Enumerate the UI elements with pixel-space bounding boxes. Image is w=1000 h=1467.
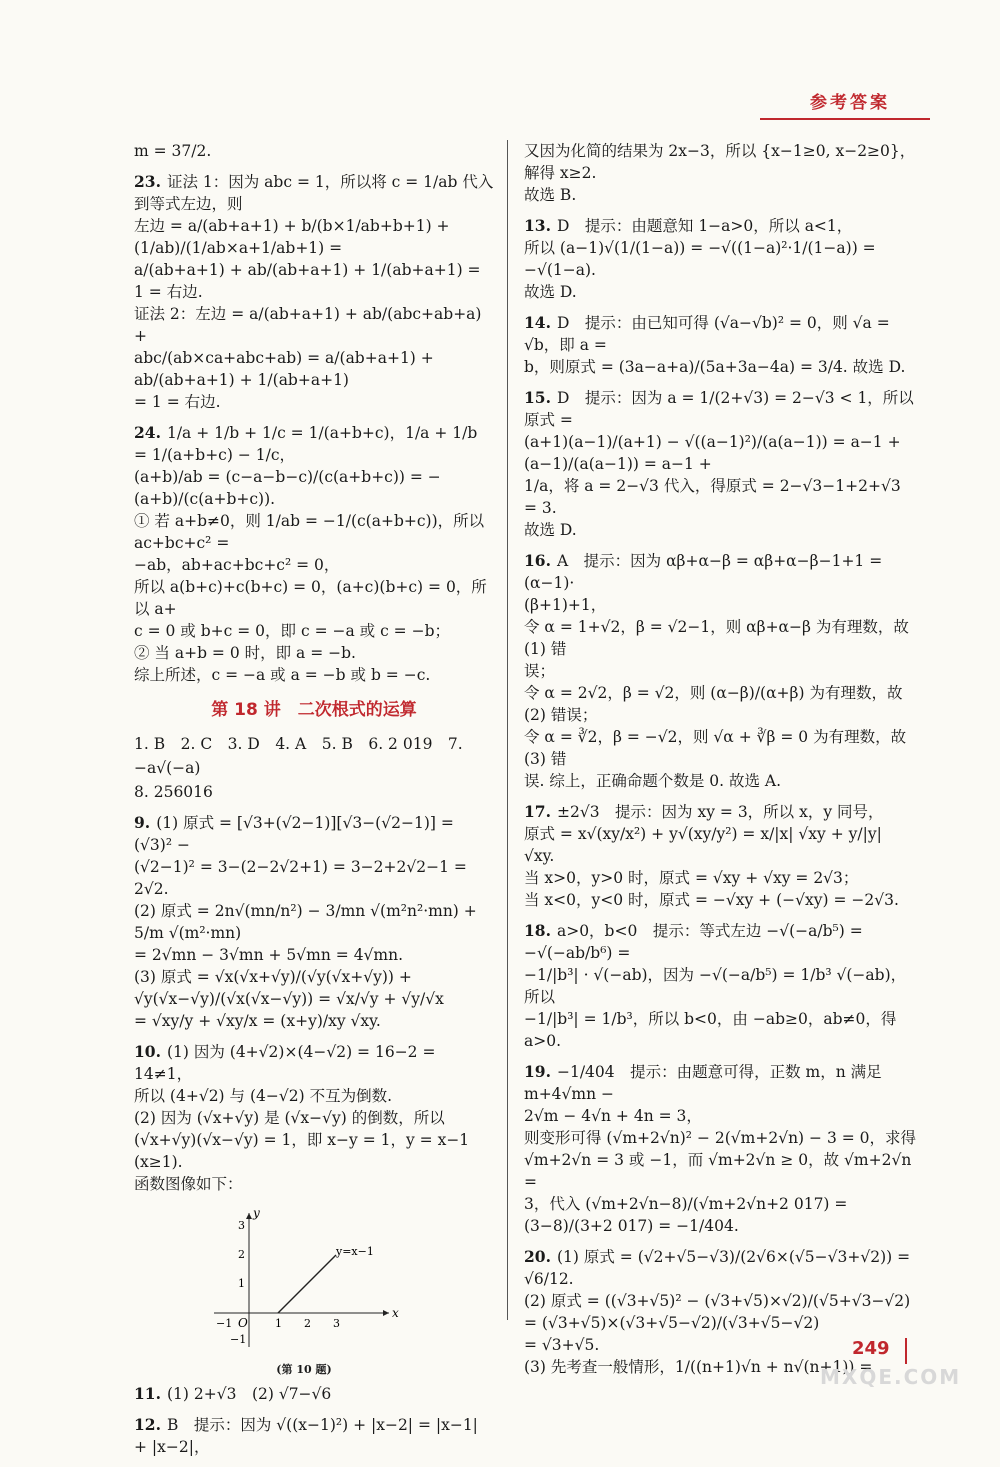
answer-line: ① 若 a+b≠0，则 1/ab = −1/(c(a+b+c))，所以 ac+bc+c² = xyxy=(134,512,485,552)
answer-line: (1) 2+√3 (2) √7−√6 xyxy=(166,1385,332,1403)
line-label: y=x−1 xyxy=(336,1245,374,1258)
tick-y-1: 1 xyxy=(238,1277,245,1290)
answer-line: 所以 a(b+c)+c(b+c) = 0，(a+c)(b+c) = 0，所以 a+ xyxy=(134,578,487,618)
answer-number: 9. xyxy=(134,813,151,832)
answer-item xyxy=(524,140,916,206)
answer-line: = 2√mn − 3√mn + 5√mn = 4√mn. xyxy=(134,946,404,964)
answer-line: D 提示：由题意知 1−a>0，所以 a<1， xyxy=(556,217,853,235)
answer-number: 13. xyxy=(524,216,551,235)
page-header-title: 参考答案 xyxy=(810,93,890,113)
answer-line: 又因为化简的结果为 2x−3，所以 {x−1≥0, x−2≥0}，解得 x≥2. xyxy=(524,142,916,182)
answer-line: (a+1)(a−1)/(a+1) − √((a−1)²)/(a(a−1)) = a−1 + (a−1)/(a(a−1)) = a−1 + xyxy=(524,433,901,473)
answer-line: 所以 (a−1)√(1/(1−a)) = −√((1−a)²·1/(1−a)) = −√(1−a). xyxy=(524,239,876,279)
answer-line: (1) 因为 (4+√2)×(4−√2) = 16−2 = 14≠1， xyxy=(134,1043,436,1083)
answer-line: 证法 2：左边 = a/(ab+a+1) + ab/(abc+ab+a) + xyxy=(134,305,482,345)
answer-item xyxy=(134,1414,494,1458)
answer-line: √m+2√n = 3 或 −1，而 √m+2√n ≥ 0，故 √m+2√n = xyxy=(524,1151,912,1191)
answer-number: 16. xyxy=(524,551,551,570)
answer-line: 2√m − 4√n + 4n = 3， xyxy=(524,1107,702,1125)
answer-number: 15. xyxy=(524,388,551,407)
tick-y-2: 2 xyxy=(238,1248,245,1261)
answer-line: −1/404 提示：由题意可得，正数 m，n 满足 m+4√mn − xyxy=(524,1063,882,1103)
answer-item xyxy=(134,812,494,1032)
answer-line: 令 α = 1+√2，β = √2−1，则 αβ+α−β 为有理数，故 (1) 错 xyxy=(524,618,909,658)
answer-line: D 提示：因为 a = 1/(2+√3) = 2−√3 < 1，所以原式 = xyxy=(524,389,914,429)
answer-line: 令 α = ∛2，β = −√2，则 √α + ∛β = 0 为有理数，故 (3) 错 xyxy=(524,728,907,768)
page-number-bar xyxy=(905,1338,907,1364)
tick-x-1: 1 xyxy=(275,1317,282,1330)
answer-line: 所以 (4+√2) 与 (4−√2) 不互为倒数. xyxy=(134,1087,392,1105)
answer-line: (√2−1)² = 3−(2−2√2+1) = 3−2+2√2−1 = 2√2. xyxy=(134,858,467,898)
answer-item xyxy=(134,1383,494,1405)
answer-item xyxy=(134,422,494,686)
tick-x-2: 2 xyxy=(304,1317,311,1330)
answer-item xyxy=(524,920,916,1052)
x-axis-label: x xyxy=(392,1306,399,1320)
answer-line: 证法 1：因为 abc = 1，所以将 c = 1/ab 代入到等式左边，则 xyxy=(134,173,494,213)
answer-item xyxy=(524,215,916,303)
answer-line: −1/|b³| = 1/b³，所以 b<0，由 −ab≥0，ab≠0，得 a>0. xyxy=(524,1010,897,1050)
answer-item xyxy=(524,1061,916,1237)
y-axis-label: y xyxy=(253,1206,260,1220)
answer-item xyxy=(524,550,916,792)
answer-line: (β+1)+1， xyxy=(524,596,607,614)
answer-line: (√x+√y)(√x−√y) = 1，即 x−y = 1，y = x−1 (x≥1). xyxy=(134,1131,470,1171)
answer-line: 左边 = a/(ab+a+1) + b/(b×1/ab+b+1) + (1/ab)/(1/ab×a+1/ab+1) = xyxy=(134,217,450,257)
answer-item xyxy=(524,387,916,541)
answer-line: 令 α = 2√2，β = √2，则 (α−β)/(α+β) 为有理数，故 (2) 错误； xyxy=(524,684,903,724)
answer-item xyxy=(134,140,494,162)
tick-labels xyxy=(216,1219,340,1346)
answer-line: (1) 原式 = [√3+(√2−1)][√3−(√2−1)] = (√3)² − xyxy=(134,814,454,854)
answer-number: 23. xyxy=(134,172,161,191)
answer-number: 11. xyxy=(134,1384,161,1403)
answer-item xyxy=(524,801,916,911)
answer-line: c = 0 或 b+c = 0，即 c = −a 或 c = −b； xyxy=(134,622,450,640)
answer-line: a>0，b<0 提示：等式左边 −√(−a/b⁵) = −√(−ab/b⁶) = xyxy=(524,922,863,962)
answer-number: 18. xyxy=(524,921,551,940)
right-column xyxy=(524,140,916,1387)
answer-line: 误. 综上，正确命题个数是 0. 故选 A. xyxy=(524,772,782,790)
answer-line: 3，代入 (√m+2√n−8)/(√m+2√n+2 017) = (3−8)/(3+2 017) = −1/404. xyxy=(524,1195,848,1235)
left-items xyxy=(134,140,494,686)
answer-line: a/(ab+a+1) + ab/(ab+a+1) + 1/(ab+a+1) = 1 = 右边. xyxy=(134,261,481,301)
answer-line: 当 x<0，y<0 时，原式 = −√xy + (−√xy) = −2√3. xyxy=(524,891,899,909)
column-divider xyxy=(507,140,508,1320)
answer-number: 17. xyxy=(524,802,551,821)
answer-number: 19. xyxy=(524,1062,551,1081)
answer-line: b，则原式 = (3a−a+a)/(5a+3a−4a) = 3/4. 故选 D. xyxy=(524,358,906,376)
function-graph xyxy=(204,1205,404,1377)
answer-line: (2) 原式 = 2n√(mn/n²) − 3/mn √(m²n²·mn) + 5/m √(m²·mn) xyxy=(134,902,477,942)
tick-x-neg1: −1 xyxy=(216,1317,233,1330)
answer-line: 综上所述，c = −a 或 a = −b 或 b = −c. xyxy=(134,666,431,684)
answer-number: 12. xyxy=(134,1415,161,1434)
answer-line: (a+b)/ab = (c−a−b−c)/(c(a+b+c)) = −(a+b)/(c(a+b+c)). xyxy=(134,468,441,508)
answer-line: m = 37/2. xyxy=(134,142,212,160)
origin-label: O xyxy=(238,1316,248,1330)
right-items xyxy=(524,140,916,1378)
answer-line: (3) 原式 = √x(√x+√y)/(√y(√x+√y)) + √y(√x−√y)/(√x(√x−√y)) = √x/√y + √y/√x xyxy=(134,968,444,1008)
answer-line: (1) 原式 = (√2+√5−√3)/(2√6×(√5−√3+√2)) = √6/12. xyxy=(524,1248,911,1288)
answer-line: 1/a + 1/b + 1/c = 1/(a+b+c)，1/a + 1/b = 1/(a+b+c) − 1/c， xyxy=(134,424,478,464)
left-items-2 xyxy=(134,812,494,1195)
answer-line: (2) 因为 (√x+√y) 是 (√x−√y) 的倒数，所以 xyxy=(134,1109,445,1127)
answer-number: 14. xyxy=(524,313,551,332)
answer-line: 则变形可得 (√m+2√n)² − 2(√m+2√n) − 3 = 0，求得 xyxy=(524,1129,917,1147)
answer-line: D 提示：由已知可得 (√a−√b)² = 0，则 √a = √b，即 a = xyxy=(524,314,890,354)
answer-line: B 提示：因为 √((x−1)²) + |x−2| = |x−1| + |x−2|， xyxy=(134,1416,478,1456)
answer-line: 原式 = x√(xy/x²) + y√(xy/y²) = x/|x| √xy + y/|y| √xy. xyxy=(524,825,882,865)
answer-line: −ab，ab+ac+bc+c² = 0， xyxy=(134,556,340,574)
answer-item xyxy=(134,171,494,413)
answer-line: (3) 先考查一般情形，1/((n+1)√n + n√(n+1)) = xyxy=(524,1358,873,1376)
answer-line: = √xy/y + √xy/x = (x+y)/xy √xy. xyxy=(134,1012,381,1030)
graph-caption: (第 10 题) xyxy=(276,1363,332,1376)
header-rule xyxy=(760,118,930,120)
graph-svg xyxy=(204,1205,404,1355)
answer-number: 10. xyxy=(134,1042,161,1061)
answer-item xyxy=(134,1041,494,1195)
tick-x-3: 3 xyxy=(333,1317,340,1330)
answer-line: abc/(ab×ca+abc+ab) = a/(ab+a+1) + ab/(ab+a+1) + 1/(ab+a+1) xyxy=(134,349,434,389)
answer-line: 故选 D. xyxy=(524,521,577,539)
answer-item xyxy=(524,312,916,378)
short-answer-line: 8. 256016 xyxy=(134,783,213,801)
answer-line: 1/a，将 a = 2−√3 代入，得原式 = 2−√3−1+2+√3 = 3. xyxy=(524,477,901,517)
answer-line: ② 当 a+b = 0 时，即 a = −b. xyxy=(134,644,356,662)
answer-number: 24. xyxy=(134,423,161,442)
answer-line: (2) 原式 = ((√3+√5)² − (√3+√5)×√2)/(√5+√3−√2) xyxy=(524,1292,911,1310)
answer-line: 当 x>0，y>0 时，原式 = √xy + √xy = 2√3； xyxy=(524,869,859,887)
short-answers xyxy=(134,732,494,804)
answer-line: A 提示：因为 αβ+α−β = αβ+α−β−1+1 = (α−1)· xyxy=(524,552,883,592)
left-items-3 xyxy=(134,1383,494,1458)
answer-number: 20. xyxy=(524,1247,551,1266)
answer-line: ±2√3 提示：因为 xy = 3，所以 x，y 同号， xyxy=(556,803,884,821)
short-answer-line: 1. B 2. C 3. D 4. A 5. B 6. 2 019 7. −a√(−a) xyxy=(134,735,463,777)
left-column xyxy=(134,140,494,1467)
x-axis-arrow xyxy=(383,1310,389,1316)
answer-line: = (√3+√5)×(√3+√5−√2)/(√3+√5−√2) xyxy=(524,1314,820,1332)
section-title: 第 18 讲 二次根式的运算 xyxy=(211,700,417,720)
tick-y-neg1: −1 xyxy=(230,1333,247,1346)
answer-line: 故选 B. xyxy=(524,186,577,204)
answer-line: 函数图像如下： xyxy=(134,1175,243,1193)
answer-line: = √3+√5. xyxy=(524,1336,600,1354)
answer-line: 误； xyxy=(524,662,556,680)
y-axis-arrow xyxy=(246,1213,252,1219)
watermark: MXQE.COM xyxy=(820,1365,962,1389)
answer-line: −1/|b³| · √(−ab)，因为 −√(−a/b⁵) = 1/b³ √(−ab)，所以 xyxy=(524,966,907,1006)
answer-line: = 1 = 右边. xyxy=(134,393,221,411)
tick-y-3: 3 xyxy=(238,1219,245,1232)
answer-line: 故选 D. xyxy=(524,283,577,301)
page-number: 249 xyxy=(852,1338,890,1359)
graph-line xyxy=(278,1255,336,1313)
